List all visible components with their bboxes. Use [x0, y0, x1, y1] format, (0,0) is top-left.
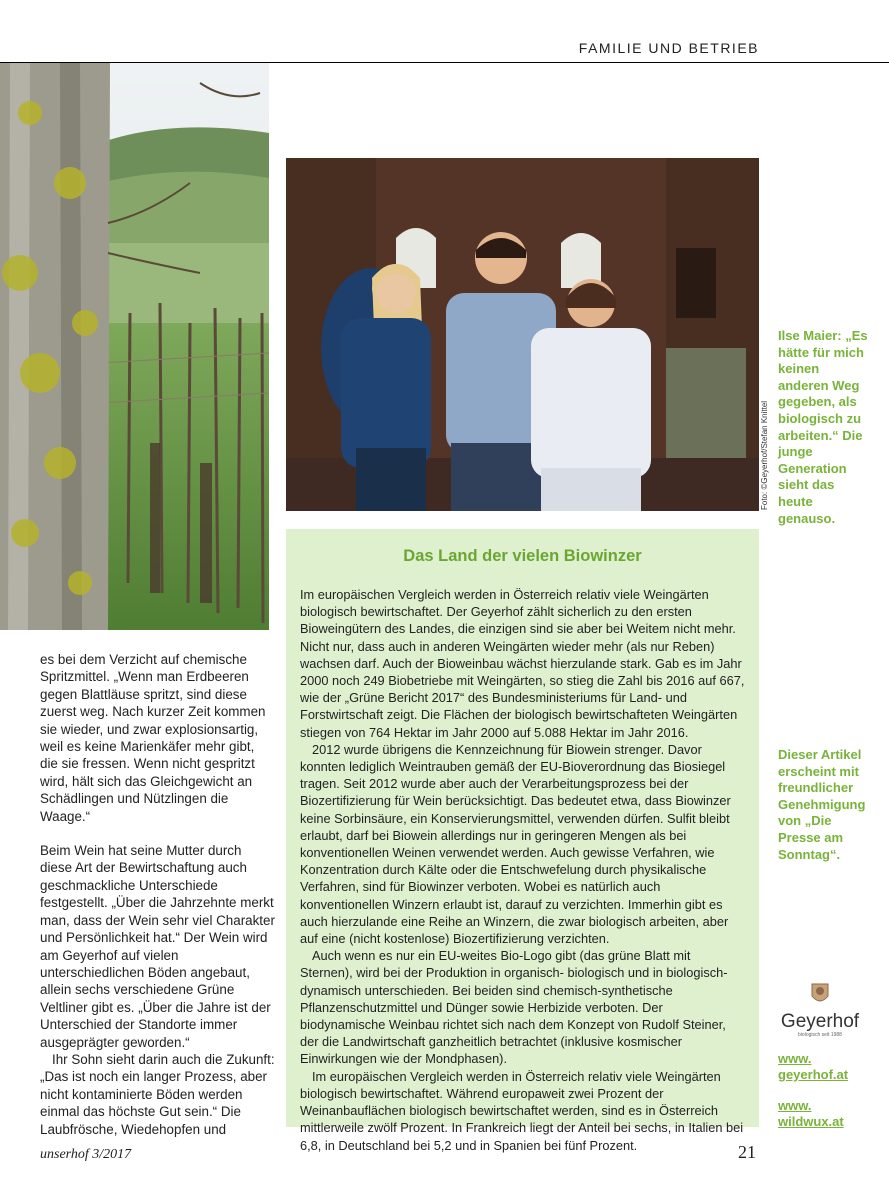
info-paragraph: 2012 wurde übrigens die Kennzeichnung für Biowein strenger. Davor konnten lediglich Weintrauben gemäß der EU-Bioverordnung das Biosiegel tragen. Seit 2012 wurde aber auch der Verarbeitungsprozess bei der Biozertifizierung für Wein berücksichtigt. Das bedeutet etwa, dass Biowinzer keine Sorbinsäure, ein Konservierungsmittel, verwenden dürfen. Sulfit bleibt erlaubt, darf bei Biowein allerdings nur in geringeren Mengen als bei konventionellen Weinen verwendet werden. Auch gewisse Verfahren, wie Konzentration durch Kälte oder die Entschwefelung durch physikalische Verfahren, sind für Biowinzer verboten. Wobei es natürlich auch konventionellen Winzern erlaubt ist, darauf zu verzichten. Immerhin gibt es auch hierzulande eine Reihe an Winzern, die zwar biologisch arbeiten, aber auf eine (nicht kostenlose) Biozertifizierung verzichten.	[300, 741, 731, 947]
photo-credit: Foto: ©Geyerhof/Stefan Knittel	[760, 400, 769, 510]
photo-caption: Ilse Maier: „Es hätte für mich keinen anderen Weg gegeben, als biologisch zu arbeiten.“ Die junge Generation sieht das heute genauso.	[778, 328, 868, 526]
family-photo	[286, 158, 759, 511]
info-box-title: Das Land der vielen Biowinzer	[403, 547, 642, 565]
article-paragraph: Beim Wein hat seine Mutter durch diese Art der Bewirtschaftung auch geschmackliche Unterschiede festgestellt. „Über die Jahrzehnte merkt man, dass der Wein sehr viel Charakter und Persönlichkeit hat.“ Der Wein wird am Geyerhof auf vielen unterschiedlichen Böden angebaut, allein sechs verschiedene Grüne Veltliner gibt es. „Über die Jahre ist der Unterschied der Standorte immer ausgeprägter geworden.“	[40, 843, 275, 1050]
vineyard-photo	[0, 63, 269, 630]
info-paragraph: Im europäischen Vergleich werden in Österreich relativ viele Weingärten biologisch bewirtschaftet. Während europaweit zwei Prozent der Weinanbauflächen biologisch bewirtschaftet werden, sind es in Österreich mittlerweile zwölf Prozent. In Frankreich liegt der Anteil bei sechs, in Italien bei 6,8, in Deutschland bei 5,2 und in Spanien bei fünf Prozent.	[300, 1068, 744, 1153]
logo-tagline: biologisch seit 1988	[798, 1032, 842, 1038]
article-paragraph: Ihr Sohn sieht darin auch die Zukunft: „Das ist noch ein langer Prozess, aber nicht kontaminierte Böden werden einmal das höchste Gut sein.“ Die Laubfrösche, Wiedehopfen und	[40, 1051, 275, 1137]
article-column	[40, 651, 275, 1138]
magazine-issue: unserhof 3/2017	[40, 1147, 132, 1162]
geyerhof-logo	[778, 980, 862, 1044]
crest-icon	[807, 980, 833, 1008]
publication-note: Dieser Artikel erscheint mit freundlicher Genehmigung von „Die Presse am Sonntag“.	[778, 747, 866, 862]
info-paragraph: Auch wenn es nur ein EU-weites Bio-Logo gibt (das grüne Blatt mit Sternen), wird bei der Produktion in organisch- biologisch und in biologisch-dynamisch unterschieden. Bei beiden sind chemisch-synthetische Pflanzenschutzmittel und Dünger sowie Herbizide verboten. Der biodynamische Weinbau richtet sich nach dem Konzept von Rudolf Steiner, der die Landwirtschaft ganzheitlich betrachtet (inklusive kosmischer Einwirkungen wie der Mondphasen).	[300, 948, 728, 1067]
link-wildwux[interactable]: www. wildwux.at	[778, 1098, 844, 1129]
link-geyerhof[interactable]: www. geyerhof.at	[778, 1051, 849, 1082]
section-label: FAMILIE UND BETRIEB	[578, 40, 759, 56]
logo-wordmark: Geyerhof	[780, 1011, 860, 1032]
info-paragraph: Im europäischen Vergleich werden in Österreich relativ viele Weingärten biologisch bewirtschaftet. Der Geyerhof zählt sicherlich zu den ersten Bioweingütern des Landes, die einzigen sind sie aber bei Weitem nicht mehr. Nicht nur, dass auch in anderen Weingärten wieder mehr (als nur Reben) wachsen darf. Auch der Bioweinbau wächst hierzulande stark. Gab es im Jahr 2000 noch 249 Biobetriebe mit Weingärten, so stieg die Zahl bis 2016 auf 667, wie der „Grüne Bericht 2017“ des Bundesministeriums für Land- und Forstwirtschaft zeigt. Die Flächen der biologisch bewirtschafteten Weingärten stiegen von 764 Hektar im Jahr 2000 auf 5.088 Hektar im Jahr 2016.	[300, 587, 745, 740]
page-number: 21	[738, 1142, 756, 1162]
article-paragraph: es bei dem Verzicht auf chemische Spritzmittel. „Wenn man Erdbeeren gegen Blattläuse spritzt, sind diese zuerst weg. Nach kurzer Zeit kommen sie wieder, und zwar explosionsartig, weil es keine Marienkäfer mehr gibt, die sie fressen. Wenn nicht gespritzt wird, hält sich das Gleichgewicht an Schädlingen und Nützlingen die Waage.“	[40, 652, 266, 824]
